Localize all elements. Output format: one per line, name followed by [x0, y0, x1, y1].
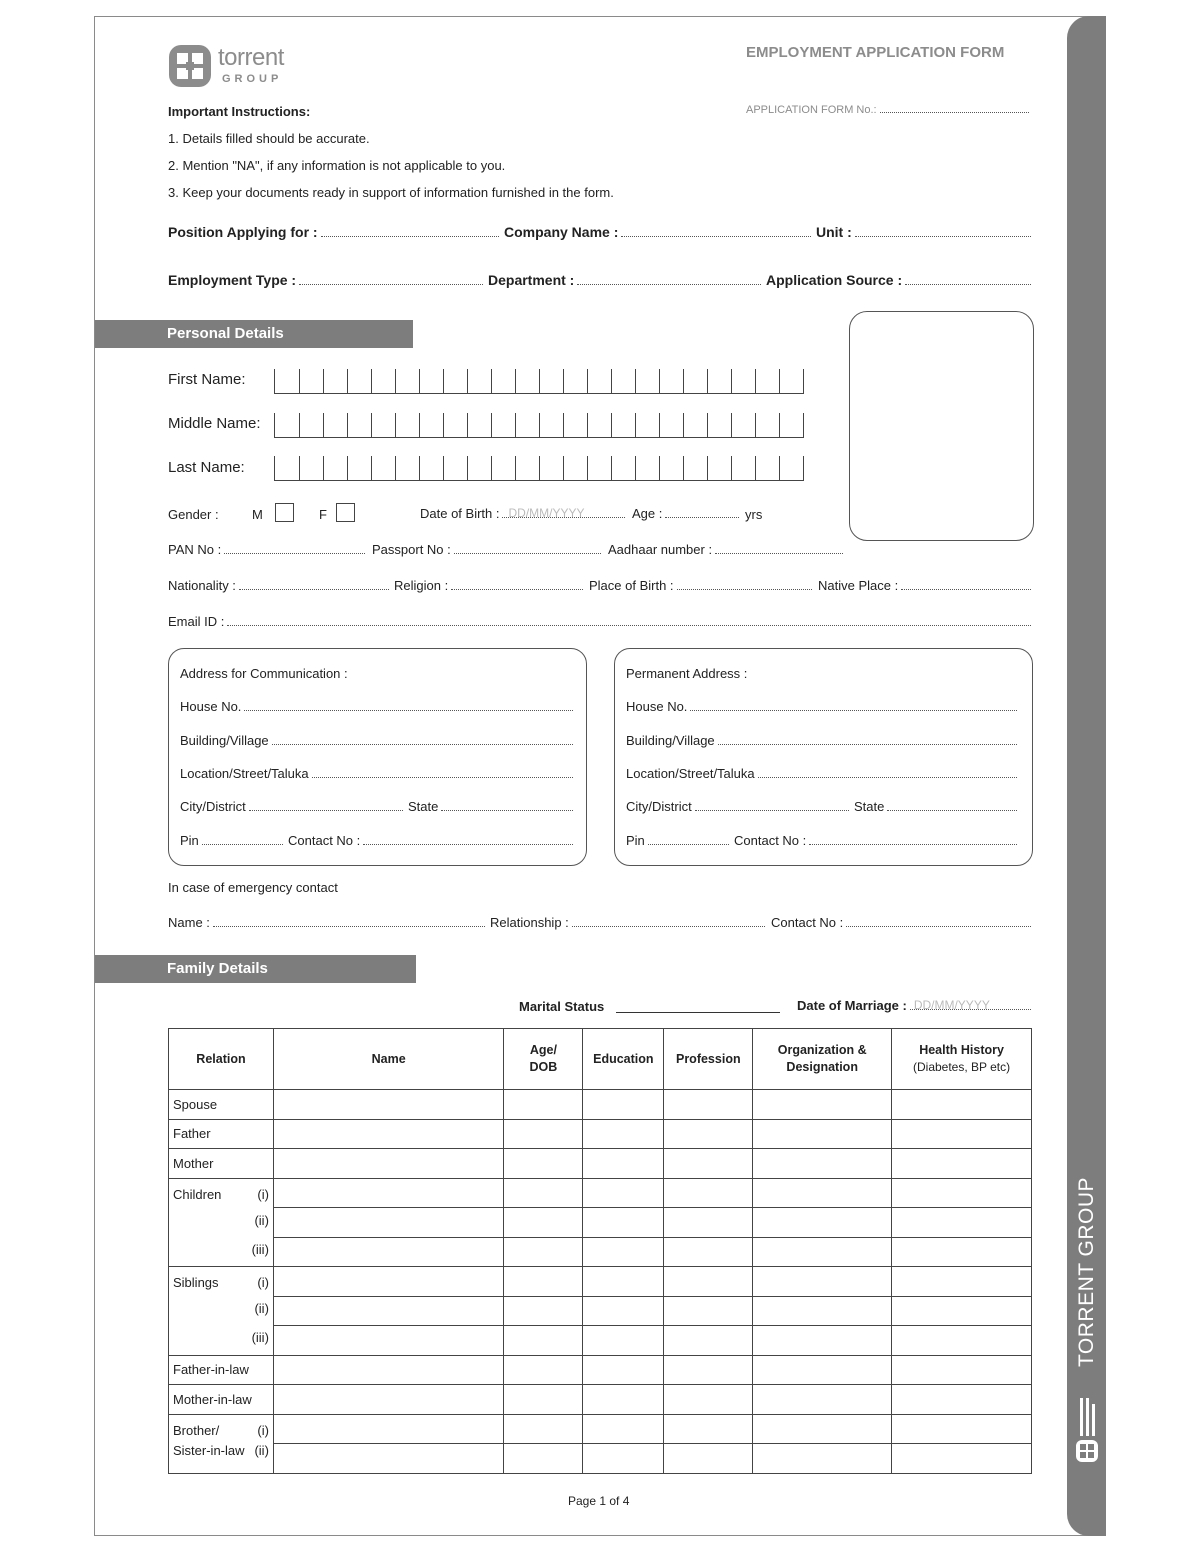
gender-f-label: F	[319, 507, 327, 522]
native-place-field[interactable]: Native Place :	[818, 578, 1034, 593]
perm-pin-field[interactable]: Pin	[626, 833, 732, 848]
side-logo-icon	[1074, 1394, 1100, 1466]
dob-placeholder: DD/MM/YYYY	[508, 506, 585, 520]
page-number: Page 1 of 4	[568, 1494, 630, 1508]
religion-field[interactable]: Religion :	[394, 578, 586, 593]
relation-cell: Father-in-law	[169, 1355, 274, 1385]
family-table	[168, 1028, 1032, 1474]
gender-m-label: M	[252, 507, 263, 522]
nationality-field[interactable]: Nationality :	[168, 578, 392, 593]
relation-cell: Father	[169, 1119, 274, 1149]
col-organization: Organization & Designation	[753, 1029, 892, 1090]
perm-location-field[interactable]: Location/Street/Taluka	[626, 766, 1020, 781]
perm-building-field[interactable]: Building/Village	[626, 733, 1020, 748]
communication-address-title: Address for Communication :	[180, 666, 348, 681]
perm-house-field[interactable]: House No.	[626, 699, 1020, 714]
personal-details-header: Personal Details	[95, 320, 413, 348]
instruction-item: 3. Keep your documents ready in support of information furnished in the form.	[168, 185, 614, 200]
table-row[interactable]	[169, 1267, 1032, 1297]
table-row[interactable]	[169, 1237, 1032, 1267]
first-name-label: First Name:	[168, 371, 246, 388]
age-unit: yrs	[745, 507, 763, 522]
email-field[interactable]: Email ID :	[168, 614, 1034, 629]
emergency-relationship-field[interactable]: Relationship :	[490, 915, 768, 930]
col-age: Age/ DOB	[504, 1029, 583, 1090]
first-name-boxes[interactable]	[274, 369, 804, 394]
marital-status-label: Marital Status	[519, 999, 605, 1014]
emergency-contact-field[interactable]: Contact No :	[771, 915, 1034, 930]
table-row[interactable]	[169, 1414, 1032, 1444]
side-band-text: TORRENT GROUP	[1075, 1176, 1098, 1368]
marriage-date-field[interactable]: Date of Marriage : DD/MM/YYYY	[797, 998, 1034, 1013]
gender-m-checkbox[interactable]	[275, 503, 294, 522]
col-education: Education	[583, 1029, 664, 1090]
birthplace-field[interactable]: Place of Birth :	[589, 578, 815, 593]
perm-state-field[interactable]: State	[854, 799, 1020, 814]
relation-cell: Mother	[169, 1149, 274, 1179]
table-row[interactable]	[169, 1326, 1032, 1356]
comm-house-field[interactable]: House No.	[180, 699, 576, 714]
relation-cell: Spouse	[169, 1090, 274, 1120]
table-row[interactable]	[169, 1090, 1032, 1120]
perm-city-field[interactable]: City/District	[626, 799, 852, 814]
passport-field[interactable]: Passport No :	[372, 542, 604, 557]
employment-type-field[interactable]: Employment Type :	[168, 272, 486, 288]
marriage-date-placeholder: DD/MM/YYYY	[913, 998, 990, 1012]
comm-pin-field[interactable]: Pin	[180, 833, 286, 848]
position-field[interactable]: Position Applying for :	[168, 224, 502, 240]
relation-cell: Mother-in-law	[169, 1385, 274, 1415]
emergency-name-field[interactable]: Name :	[168, 915, 488, 930]
form-number-field[interactable]	[746, 104, 1032, 116]
col-name: Name	[273, 1029, 504, 1090]
application-source-field[interactable]: Application Source :	[766, 272, 1034, 288]
department-field[interactable]: Department :	[488, 272, 764, 288]
relation-cell: Brother/ (i) Sister-in-law (ii)	[169, 1414, 274, 1473]
comm-contact-field[interactable]: Contact No :	[288, 833, 576, 848]
table-row[interactable]	[169, 1178, 1032, 1208]
emergency-title: In case of emergency contact	[168, 880, 338, 895]
family-details-header: Family Details	[95, 955, 416, 983]
logo-mark-icon	[168, 44, 212, 88]
relation-cell: Children (i) (ii) (iii)	[169, 1178, 274, 1267]
company-logo	[168, 44, 308, 88]
perm-contact-field[interactable]: Contact No :	[734, 833, 1020, 848]
comm-building-field[interactable]: Building/Village	[180, 733, 576, 748]
instructions-title: Important Instructions:	[168, 104, 311, 119]
gender-f-checkbox[interactable]	[336, 503, 355, 522]
instruction-item: 1. Details filled should be accurate.	[168, 131, 370, 146]
pan-field[interactable]: PAN No :	[168, 542, 368, 557]
relation-cell: Siblings (i) (ii) (iii)	[169, 1267, 274, 1356]
comm-state-field[interactable]: State	[408, 799, 576, 814]
company-field[interactable]: Company Name :	[504, 224, 814, 240]
gender-label: Gender :	[168, 507, 219, 522]
middle-name-label: Middle Name:	[168, 415, 261, 432]
last-name-boxes[interactable]	[274, 456, 804, 481]
table-header-row	[169, 1029, 1032, 1090]
col-health: Health History (Diabetes, BP etc)	[892, 1029, 1032, 1090]
photo-box[interactable]	[849, 311, 1034, 541]
marital-status-field[interactable]	[616, 1012, 780, 1013]
age-field[interactable]: Age :	[632, 506, 742, 521]
dob-field[interactable]: Date of Birth : DD/MM/YYYY	[420, 506, 628, 521]
table-row[interactable]	[169, 1444, 1032, 1474]
col-profession: Profession	[664, 1029, 753, 1090]
col-relation: Relation	[169, 1029, 274, 1090]
table-row[interactable]	[169, 1208, 1032, 1238]
table-row[interactable]	[169, 1149, 1032, 1179]
aadhaar-field[interactable]: Aadhaar number :	[608, 542, 846, 557]
logo-text: torrent	[218, 44, 284, 71]
logo-sub: GROUP	[222, 73, 283, 85]
table-row[interactable]	[169, 1355, 1032, 1385]
table-row[interactable]	[169, 1296, 1032, 1326]
form-number-label: APPLICATION FORM No.:	[746, 104, 877, 116]
table-row[interactable]	[169, 1385, 1032, 1415]
form-title: EMPLOYMENT APPLICATION FORM	[746, 44, 1005, 61]
permanent-address-title: Permanent Address :	[626, 666, 748, 681]
unit-field[interactable]: Unit :	[816, 224, 1034, 240]
instruction-item: 2. Mention "NA", if any information is not applicable to you.	[168, 158, 506, 173]
comm-location-field[interactable]: Location/Street/Taluka	[180, 766, 576, 781]
comm-city-field[interactable]: City/District	[180, 799, 406, 814]
last-name-label: Last Name:	[168, 459, 245, 476]
middle-name-boxes[interactable]	[274, 413, 804, 438]
table-row[interactable]	[169, 1119, 1032, 1149]
